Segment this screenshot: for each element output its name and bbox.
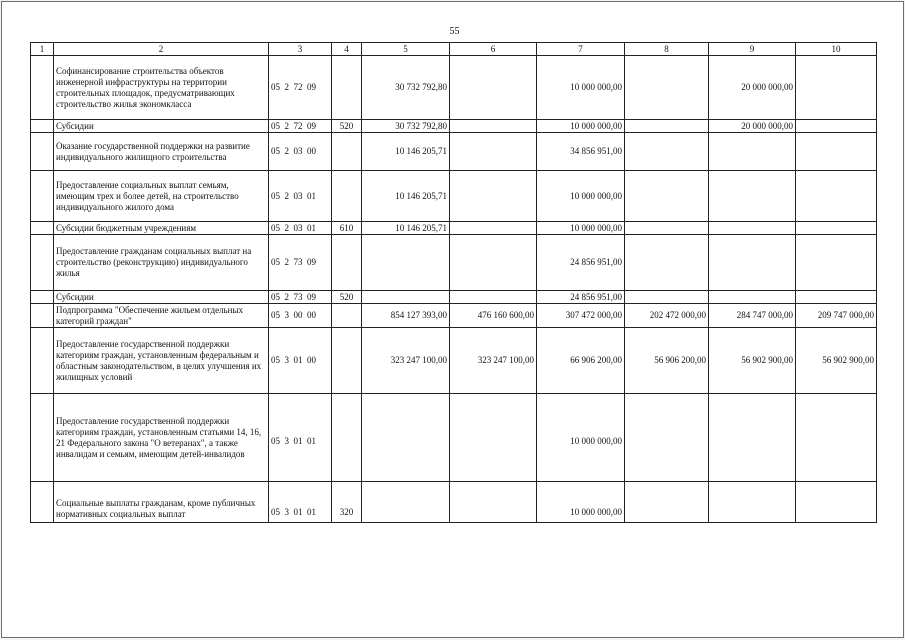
amount-cell-7: 10 000 000,00 <box>537 171 625 222</box>
amount-cell-9 <box>709 291 796 304</box>
amount-cell-8: 202 472 000,00 <box>625 304 709 328</box>
amount-cell-6 <box>450 291 537 304</box>
amount-cell-9: 56 902 900,00 <box>709 328 796 394</box>
item-name-cell: Предоставление государственной поддержки категориям граждан, установленным статьями 14, 16, 21 Федерального закона "О ветеранах", а также инвалидам и семьям, имеющим детей-инвалидов <box>54 394 269 482</box>
amount-cell-5: 10 146 205,71 <box>362 171 450 222</box>
table-row <box>31 56 877 120</box>
amount-cell-5: 10 146 205,71 <box>362 133 450 171</box>
item-name-cell: Субсидии бюджетным учреждениям <box>54 222 269 235</box>
amount-cell-6 <box>450 482 537 523</box>
amount-cell-8 <box>625 394 709 482</box>
item-name-cell: Оказание государственной поддержки на развитие индивидуального жилищного строительства <box>54 133 269 171</box>
table-row <box>31 482 877 523</box>
expense-type-cell <box>332 304 362 328</box>
expense-type-cell <box>332 394 362 482</box>
budget-code-cell: 05 2 03 01 <box>269 222 332 235</box>
table-row <box>31 171 877 222</box>
amount-cell-10 <box>796 235 877 291</box>
amount-cell-5: 854 127 393,00 <box>362 304 450 328</box>
column-header-8: 8 <box>625 43 709 56</box>
expense-type-cell <box>332 328 362 394</box>
amount-cell-10 <box>796 120 877 133</box>
amount-cell-6 <box>450 222 537 235</box>
row-number-cell <box>31 120 54 133</box>
amount-cell-8 <box>625 291 709 304</box>
amount-cell-7: 24 856 951,00 <box>537 291 625 304</box>
amount-cell-8 <box>625 222 709 235</box>
amount-cell-9 <box>709 171 796 222</box>
amount-cell-7: 24 856 951,00 <box>537 235 625 291</box>
budget-code-cell: 05 2 03 01 <box>269 171 332 222</box>
amount-cell-7: 10 000 000,00 <box>537 120 625 133</box>
item-name-cell: Социальные выплаты гражданам, кроме публичных нормативных социальных выплат <box>54 482 269 523</box>
amount-cell-6: 476 160 600,00 <box>450 304 537 328</box>
amount-cell-7: 34 856 951,00 <box>537 133 625 171</box>
item-name-cell: Субсидии <box>54 291 269 304</box>
table-row <box>31 133 877 171</box>
item-name-cell: Предоставление социальных выплат семьям, имеющим трех и более детей, на строительство индивидуального жилого дома <box>54 171 269 222</box>
amount-cell-6 <box>450 56 537 120</box>
amount-cell-10 <box>796 56 877 120</box>
column-header-9: 9 <box>709 43 796 56</box>
amount-cell-9: 20 000 000,00 <box>709 120 796 133</box>
row-number-cell <box>31 171 54 222</box>
amount-cell-8 <box>625 120 709 133</box>
budget-code-cell: 05 3 01 00 <box>269 328 332 394</box>
expense-type-cell <box>332 133 362 171</box>
expense-type-cell: 520 <box>332 291 362 304</box>
row-number-cell <box>31 235 54 291</box>
budget-code-cell: 05 3 00 00 <box>269 304 332 328</box>
table-row <box>31 394 877 482</box>
amount-cell-7: 10 000 000,00 <box>537 56 625 120</box>
amount-cell-5: 323 247 100,00 <box>362 328 450 394</box>
amount-cell-5 <box>362 482 450 523</box>
budget-code-cell: 05 2 72 09 <box>269 56 332 120</box>
item-name-cell: Субсидии <box>54 120 269 133</box>
amount-cell-9 <box>709 482 796 523</box>
amount-cell-8: 56 906 200,00 <box>625 328 709 394</box>
amount-cell-9 <box>709 222 796 235</box>
column-header-3: 3 <box>269 43 332 56</box>
amount-cell-10 <box>796 133 877 171</box>
budget-code-cell: 05 2 73 09 <box>269 235 332 291</box>
amount-cell-10 <box>796 291 877 304</box>
amount-cell-7: 66 906 200,00 <box>537 328 625 394</box>
amount-cell-5 <box>362 291 450 304</box>
amount-cell-8 <box>625 56 709 120</box>
amount-cell-7: 307 472 000,00 <box>537 304 625 328</box>
budget-code-cell: 05 2 73 09 <box>269 291 332 304</box>
amount-cell-7: 10 000 000,00 <box>537 482 625 523</box>
item-name-cell: Софинансирование строительства объектов инженерной инфраструктуры на территории строительных площадок, предусматривающих строительство жилья экономкласса <box>54 56 269 120</box>
row-number-cell <box>31 56 54 120</box>
table-row <box>31 291 877 304</box>
column-header-7: 7 <box>537 43 625 56</box>
amount-cell-10: 209 747 000,00 <box>796 304 877 328</box>
amount-cell-8 <box>625 171 709 222</box>
budget-table <box>30 42 877 523</box>
column-header-1: 1 <box>31 43 54 56</box>
column-header-2: 2 <box>54 43 269 56</box>
item-name-cell: Предоставление государственной поддержки категориям граждан, установленным федеральным и областным законодательством, в целях улучшения их жилищных условий <box>54 328 269 394</box>
amount-cell-9: 284 747 000,00 <box>709 304 796 328</box>
row-number-cell <box>31 133 54 171</box>
amount-cell-9 <box>709 394 796 482</box>
row-number-cell <box>31 304 54 328</box>
table-row <box>31 235 877 291</box>
amount-cell-8 <box>625 235 709 291</box>
column-number-header-row <box>31 43 877 56</box>
row-number-cell <box>31 291 54 304</box>
amount-cell-9 <box>709 133 796 171</box>
page-number: 55 <box>449 26 460 37</box>
amount-cell-7: 10 000 000,00 <box>537 394 625 482</box>
amount-cell-6 <box>450 133 537 171</box>
amount-cell-6 <box>450 235 537 291</box>
expense-type-cell <box>332 235 362 291</box>
row-number-cell <box>31 482 54 523</box>
table-row <box>31 328 877 394</box>
row-number-cell <box>31 222 54 235</box>
item-name-cell: Предоставление гражданам социальных выплат на строительство (реконструкцию) индивидуального жилья <box>54 235 269 291</box>
amount-cell-8 <box>625 133 709 171</box>
table-row <box>31 120 877 133</box>
amount-cell-9 <box>709 235 796 291</box>
amount-cell-5 <box>362 394 450 482</box>
expense-type-cell: 320 <box>332 482 362 523</box>
amount-cell-5: 30 732 792,80 <box>362 56 450 120</box>
amount-cell-9: 20 000 000,00 <box>709 56 796 120</box>
budget-code-cell: 05 2 72 09 <box>269 120 332 133</box>
item-name-cell: Подпрограмма "Обеспечение жильем отдельных категорий граждан" <box>54 304 269 328</box>
amount-cell-5: 30 732 792,80 <box>362 120 450 133</box>
amount-cell-5: 10 146 205,71 <box>362 222 450 235</box>
amount-cell-6: 323 247 100,00 <box>450 328 537 394</box>
row-number-cell <box>31 394 54 482</box>
column-header-6: 6 <box>450 43 537 56</box>
expense-type-cell <box>332 56 362 120</box>
budget-code-cell: 05 3 01 01 <box>269 394 332 482</box>
amount-cell-10 <box>796 171 877 222</box>
amount-cell-5 <box>362 235 450 291</box>
column-header-4: 4 <box>332 43 362 56</box>
column-header-5: 5 <box>362 43 450 56</box>
amount-cell-6 <box>450 171 537 222</box>
table-row <box>31 222 877 235</box>
amount-cell-6 <box>450 120 537 133</box>
budget-code-cell: 05 2 03 00 <box>269 133 332 171</box>
amount-cell-10 <box>796 394 877 482</box>
expense-type-cell: 610 <box>332 222 362 235</box>
column-header-10: 10 <box>796 43 877 56</box>
row-number-cell <box>31 328 54 394</box>
amount-cell-10 <box>796 482 877 523</box>
budget-code-cell: 05 3 01 01 <box>269 482 332 523</box>
amount-cell-10: 56 902 900,00 <box>796 328 877 394</box>
amount-cell-6 <box>450 394 537 482</box>
amount-cell-7: 10 000 000,00 <box>537 222 625 235</box>
table-row <box>31 304 877 328</box>
expense-type-cell <box>332 171 362 222</box>
amount-cell-8 <box>625 482 709 523</box>
expense-type-cell: 520 <box>332 120 362 133</box>
amount-cell-10 <box>796 222 877 235</box>
document-page <box>1 1 904 638</box>
